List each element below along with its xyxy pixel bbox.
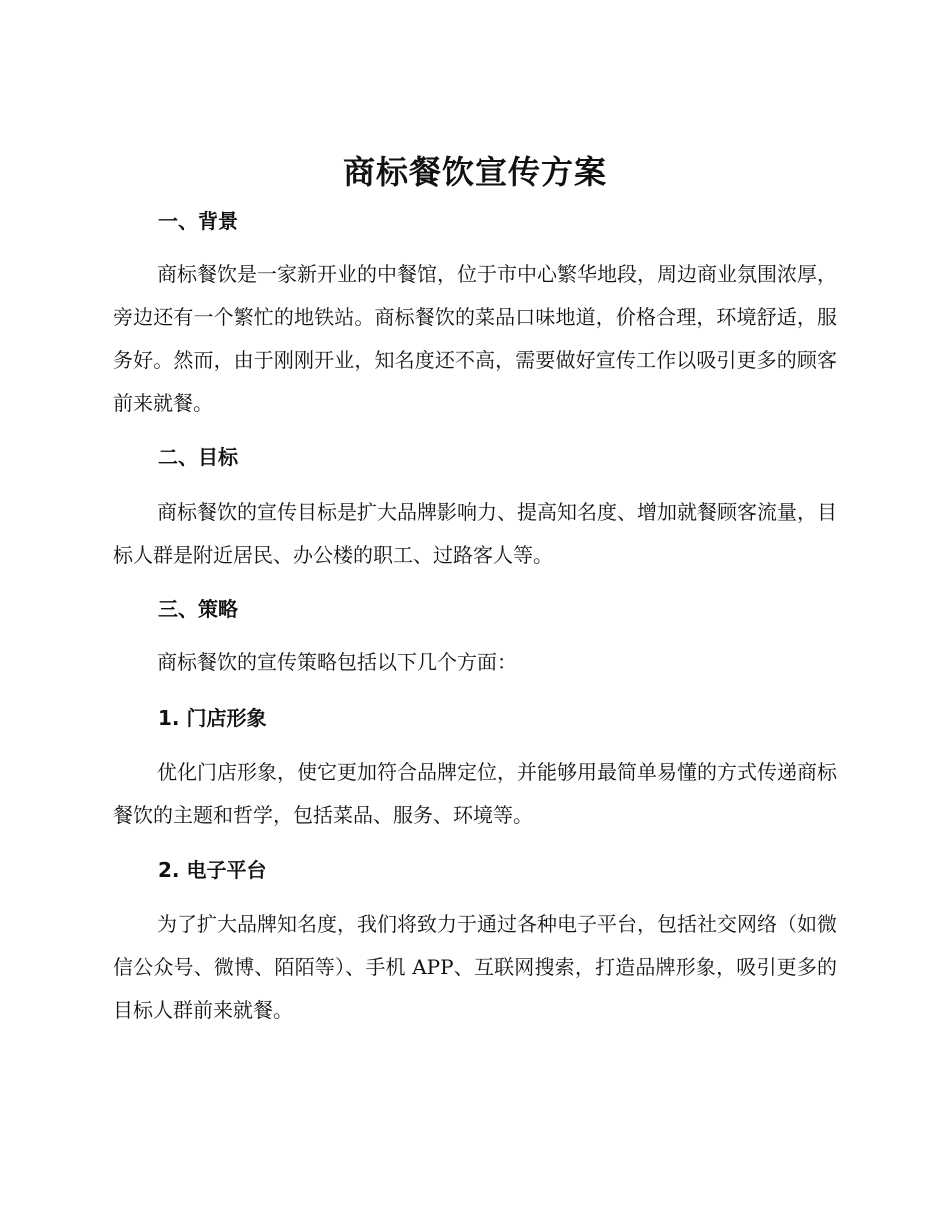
section-heading-goal: 二、目标 bbox=[158, 445, 238, 469]
section-text-background: 商标餐饮是一家新开业的中餐馆，位于市中心繁华地段，周边商业氛围浓厚，旁边还有一个繁忙的地铁站。商标餐饮的菜品口味地道，价格合理，环境舒适，服务好。然而，由于刚刚开业，知名度还不高，需要做好宣传工作以吸引更多的顾客前来就餐。 bbox=[113, 262, 837, 415]
subsection-heading-electronic-platform: 2. 电子平台 bbox=[158, 858, 267, 882]
section-text-strategy: 商标餐饮的宣传策略包括以下几个方面： bbox=[157, 650, 517, 674]
section-text-goal: 商标餐饮的宣传目标是扩大品牌影响力、提高知名度、增加就餐顾客流量，目标人群是附近居民、办公楼的职工、过路客人等。 bbox=[113, 500, 837, 567]
subsection-text-electronic-platform: 为了扩大品牌知名度，我们将致力于通过各种电子平台，包括社交网络（如微信公众号、微博、陌陌等）、手机 APP、互联网搜索，打造品牌形象，吸引更多的目标人群前来就餐。 bbox=[113, 912, 837, 1022]
subsection-text-store-image: 优化门店形象，使它更加符合品牌定位，并能够用最简单易懂的方式传递商标餐饮的主题和哲学，包括菜品、服务、环境等。 bbox=[113, 760, 837, 827]
section-heading-background: 一、背景 bbox=[158, 209, 238, 233]
document-title: 商标餐饮宣传方案 bbox=[342, 153, 607, 191]
section-heading-strategy: 三、策略 bbox=[158, 597, 238, 621]
subsection-heading-store-image: 1. 门店形象 bbox=[158, 706, 267, 730]
